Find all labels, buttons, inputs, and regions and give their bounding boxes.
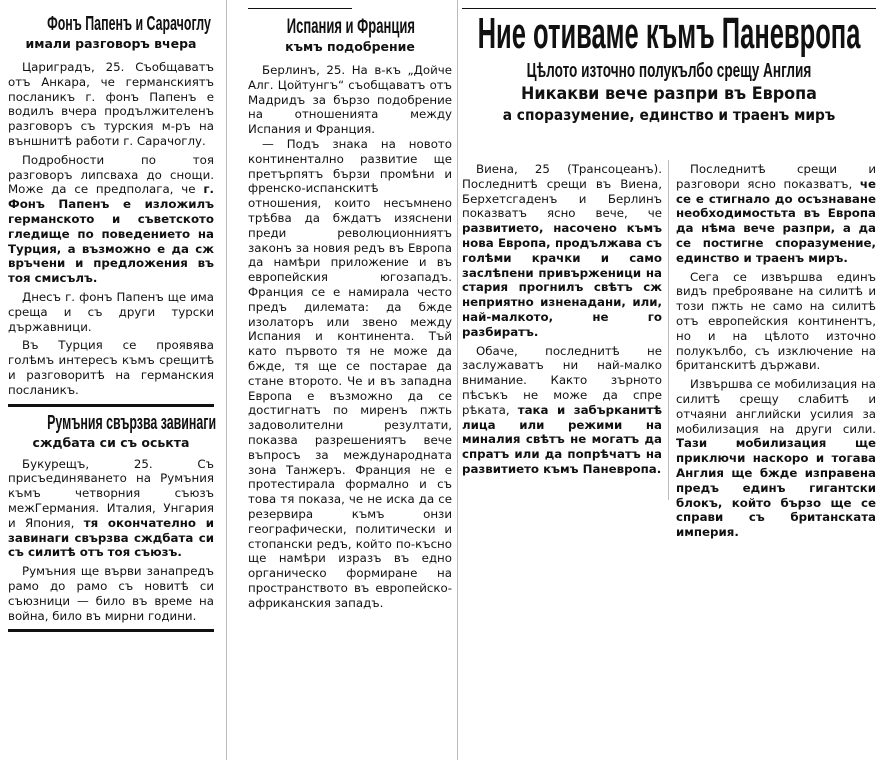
article-paragraph: Обаче, последнитѣ не заслужаватъ ни най-малко внимание. Както зърното пѣсъкъ не може да спре рѣката, така и забърканитѣ лица или режими на миналия свѣтъ не могатъ да спратъ или да попрѣчатъ на развитието къмъ Паневропа. — [462, 343, 662, 476]
column-divider — [457, 0, 458, 760]
article-paragraph: Сега се извършва единъ видъ преброяване на силитѣ и този пжть не само на силитѣ отъ европейския континентъ, но и на цѣлото източно полукълбо, съ изключение на британскитѣ държави. — [676, 269, 876, 373]
divider — [8, 629, 214, 632]
article-paragraph: Последнитѣ срещи и разговори ясно показватъ, че се е стигнало до осъзнаване необходимостьта въ Европа да нѣма вече разпри, а да се постигне споразумение, единство и траенъ миръ. — [676, 162, 876, 265]
headline-block — [462, 8, 876, 125]
article-paragraph: Подробности по тоя разговоръ липсваха до снощи. Може да се предполага, че г. Фонъ Папенъ е изложилъ германското и съветското гледище по поведението на Турция, а възможно е да сж връчени и предложения въ тоя смисълъ. — [8, 152, 214, 286]
article-title: Испания и Франция — [286, 15, 415, 38]
divider — [8, 404, 214, 407]
column-divider — [226, 0, 227, 760]
article-paragraph: Въ Турция се проявява голѣмъ интересъ къмъ срещитѣ и разговоритѣ на германския посланикъ. — [8, 338, 214, 397]
article-paragraph: Румъния ще върви занапредъ рамо до рамо съ новитѣ си съюзници — било въ време на война, било въ мирни години. — [8, 564, 214, 623]
article-subtitle: имали разговоръ вчера — [25, 36, 197, 51]
article-title: Румъния свързва завинаги — [47, 411, 217, 434]
column-main-left — [462, 162, 662, 477]
article-subtitle: сждбата си съ оськта — [32, 434, 190, 450]
headline-subtitle: Цѣлото източно полукълбо срещу Англия — [526, 60, 812, 82]
article-paragraph: Днесъ г. фонъ Папенъ ще има среща и съ други турски държавници. — [8, 289, 214, 334]
column-left — [8, 0, 217, 632]
article-paragraph: Цариградъ, 25. Съобщаватъ отъ Анкара, че германскиятъ посланикъ г. фонъ Папенъ е водилъ вчера продължителенъ разговоръ съ турския м-ръ на външнитѣ работи г. Сарачоглу. — [8, 60, 214, 148]
article-paragraph: Букурещъ, 25. Съ присъединяването на Румъния къмъ четворния съюзъ межГермания. Италия, Унгария и Япония, тя окончателно и завинаги свързва сждбата си съ силитѣ отъ тоя съюзъ. — [8, 456, 214, 560]
headline-subtitle: а споразумение, единство и траенъ миръ — [502, 106, 836, 124]
column-middle — [248, 0, 452, 610]
main-headline: Ние отиваме къмъ Паневропа — [477, 9, 861, 58]
article-paragraph: — Подъ знака на новото континентално развитие ще претърпятъ бързи промѣни и френско-испанскитѣ отношения, които несъмнено трѣбва да бждатъ изяснени преди революционниятъ законъ за новия редъ въ Европа да намѣри приложение и въ европейския югозападъ. Франция се е намирала често предъ дилемата: да бжде изолаторъ или звено между Испания и континента. Тъй като първото тя не може да бжде, тя ще се постарае да стане второто. Че и въ западна Европа е възможно да се достигнатъ по миренъ пжть задоволителни резултати, показва разрешениятъ вече въпросъ за международната зона Танжеръ. Франция не е протестирала формално и съ това тя показа, че не иска да се резервира къмъ онзи географически, политически и стопански редъ, който по-късно ще намѣри изразъ въ едно органическо формиране на пространството въ европейско-африканския западъ. — [248, 136, 452, 610]
article-paragraph: Виена, 25 (Трансоцеанъ). Последнитѣ срещи въ Виена, Берхетсгаденъ и Берлинъ показватъ ясно вече, че развитието, насочено къмъ нова Европа, продължава съ голѣми крачки и само заслѣпени привърженици на стария прогнилъ свѣтъ сж неприятно изненадани, или, най-малкото, не го разбиратъ. — [462, 162, 662, 339]
article-paragraph: Извършва се мобилизация на силитѣ срещу слабитѣ и отчаяни английски усилия за мобилизация на други сили. Тази мобилизация ще приключи наскоро и тогава Англия ще бжде изправена предъ единъ гигантски блокъ, който бързо ще се справи съ британската империя. — [676, 377, 876, 540]
divider — [248, 8, 352, 9]
article-subtitle: къмъ подобрение — [285, 39, 415, 54]
column-divider — [668, 160, 669, 500]
headline-subtitle: Никакви вече разпри въ Европа — [521, 84, 817, 104]
article-title: Фонъ Папенъ и Сарачоглу — [47, 13, 211, 35]
article-paragraph: Берлинъ, 25. На в-къ „Дойче Алг. Цойтунгъ“ съобщаватъ отъ Мадридъ за бързо подобрение на отношенията между Испания и Франция. — [248, 63, 452, 137]
column-main-right — [676, 162, 876, 540]
